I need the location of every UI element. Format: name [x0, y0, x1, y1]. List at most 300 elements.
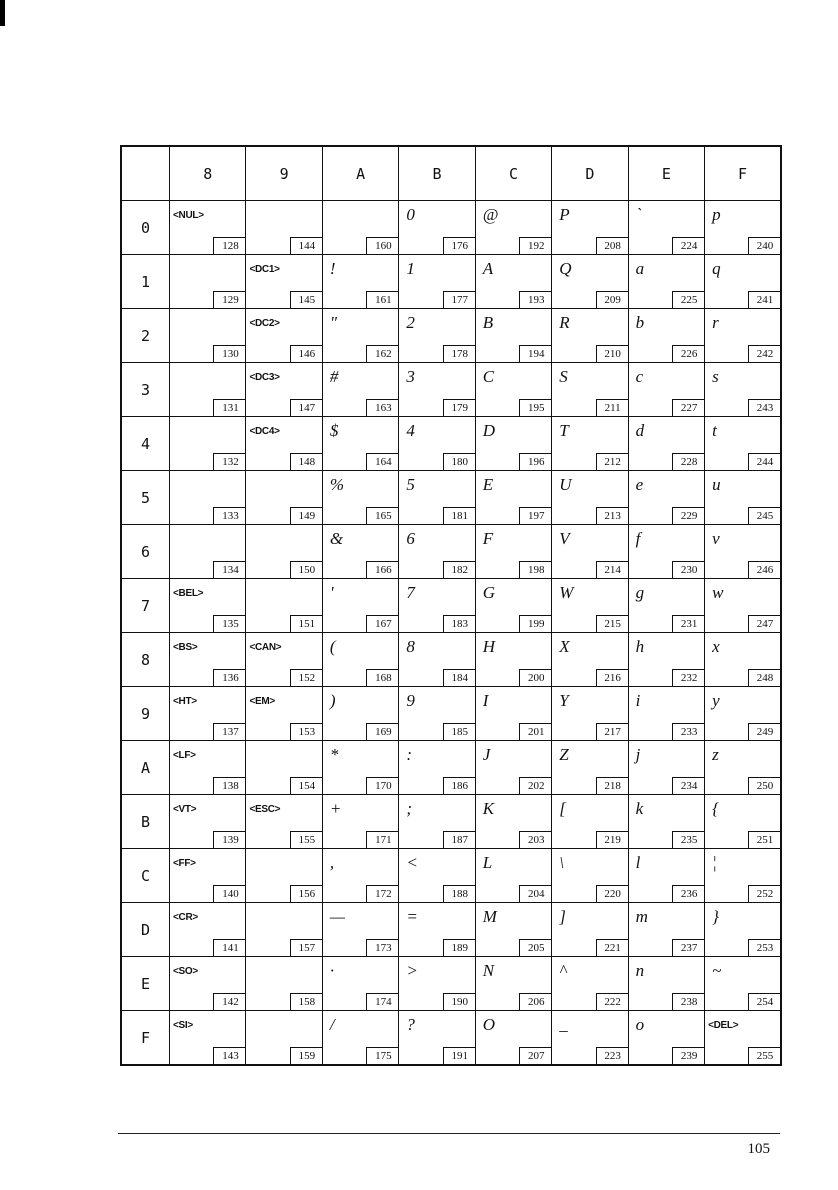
table-row [121, 1011, 781, 1066]
character-glyph: <BS> [173, 642, 198, 653]
decimal-code-box: 247 [748, 615, 781, 633]
character-cell [552, 525, 628, 579]
character-glyph: p [712, 205, 721, 224]
decimal-code-box: 237 [672, 939, 705, 957]
character-glyph: O [482, 1015, 496, 1034]
footer-rule [118, 1133, 780, 1134]
decimal-code-box: 243 [748, 399, 781, 417]
character-cell [705, 957, 781, 1011]
row-header: 2 [121, 309, 170, 363]
decimal-code-box: 166 [366, 561, 399, 579]
character-cell [475, 579, 551, 633]
character-glyph: Z [559, 745, 569, 764]
decimal-code-box: 221 [596, 939, 629, 957]
character-glyph: <BEL> [173, 588, 204, 599]
decimal-code-box: 230 [672, 561, 705, 579]
decimal-code-box: 180 [443, 453, 476, 471]
character-cell [705, 471, 781, 525]
character-cell [170, 687, 246, 741]
table-row [121, 849, 781, 903]
decimal-code-box: 177 [443, 291, 476, 309]
character-cell [322, 417, 398, 471]
character-cell [399, 957, 475, 1011]
decimal-code-box: 179 [443, 399, 476, 417]
decimal-code-box: 246 [748, 561, 781, 579]
character-glyph: 5 [406, 475, 415, 494]
character-cell [170, 309, 246, 363]
column-header: E [628, 146, 704, 201]
character-cell [246, 633, 322, 687]
character-glyph: <DC4> [249, 426, 280, 437]
decimal-code-box: 215 [596, 615, 629, 633]
character-glyph: <EM> [249, 696, 275, 707]
character-glyph: ' [329, 583, 334, 602]
character-glyph: X [559, 637, 570, 656]
decimal-code-box: 149 [290, 507, 323, 525]
character-glyph: <HT> [173, 696, 197, 707]
character-cell [170, 363, 246, 417]
character-cell [552, 849, 628, 903]
character-cell [705, 363, 781, 417]
decimal-code-box: 140 [213, 885, 246, 903]
character-glyph: q [712, 259, 721, 278]
decimal-code-box: 176 [443, 237, 476, 255]
row-header: E [121, 957, 170, 1011]
character-glyph: [ [559, 799, 566, 818]
character-cell [705, 255, 781, 309]
decimal-code-box: 250 [748, 777, 781, 795]
character-cell [475, 309, 551, 363]
character-glyph: <CAN> [249, 642, 282, 653]
character-cell [628, 201, 704, 255]
decimal-code-box: 198 [519, 561, 552, 579]
character-cell [170, 795, 246, 849]
character-cell [399, 849, 475, 903]
character-glyph: e [635, 475, 644, 494]
character-glyph: { [712, 799, 719, 818]
character-cell [475, 741, 551, 795]
character-cell [552, 201, 628, 255]
character-glyph: } [712, 907, 719, 926]
character-cell [322, 1011, 398, 1066]
character-cell [628, 309, 704, 363]
character-cell [322, 795, 398, 849]
decimal-code-box: 204 [519, 885, 552, 903]
character-glyph: ! [329, 259, 336, 278]
decimal-code-box: 143 [213, 1047, 246, 1065]
character-cell [475, 471, 551, 525]
column-header: A [322, 146, 398, 201]
decimal-code-box: 187 [443, 831, 476, 849]
character-cell [170, 417, 246, 471]
decimal-code-box: 174 [366, 993, 399, 1011]
decimal-code-box: 175 [366, 1047, 399, 1065]
decimal-code-box: 205 [519, 939, 552, 957]
decimal-code-box: 232 [672, 669, 705, 687]
decimal-code-box: 220 [596, 885, 629, 903]
character-glyph: <VT> [173, 804, 197, 815]
decimal-code-box: 226 [672, 345, 705, 363]
character-cell [552, 687, 628, 741]
character-glyph: 7 [406, 583, 415, 602]
decimal-code-box: 141 [213, 939, 246, 957]
decimal-code-box: 167 [366, 615, 399, 633]
character-cell [552, 255, 628, 309]
character-cell [628, 255, 704, 309]
decimal-code-box: 231 [672, 615, 705, 633]
row-header: 0 [121, 201, 170, 255]
row-header: 9 [121, 687, 170, 741]
decimal-code-box: 142 [213, 993, 246, 1011]
character-glyph: j [635, 745, 641, 764]
character-glyph: > [406, 961, 418, 980]
character-cell [399, 795, 475, 849]
character-cell [475, 201, 551, 255]
character-glyph: <DC1> [249, 264, 280, 275]
character-cell [628, 903, 704, 957]
character-cell [170, 255, 246, 309]
decimal-code-box: 173 [366, 939, 399, 957]
character-glyph: R [559, 313, 570, 332]
character-glyph: D [482, 421, 496, 440]
character-glyph: " [329, 313, 338, 332]
character-cell [322, 741, 398, 795]
character-cell [475, 255, 551, 309]
character-glyph: N [482, 961, 495, 980]
character-glyph: \ [559, 853, 564, 872]
character-cell [322, 687, 398, 741]
character-cell [552, 309, 628, 363]
decimal-code-box: 252 [748, 885, 781, 903]
character-glyph: ~ [712, 961, 722, 980]
character-glyph: V [559, 529, 570, 548]
character-glyph: J [482, 745, 491, 764]
character-glyph: E [482, 475, 494, 494]
character-cell [552, 579, 628, 633]
decimal-code-box: 172 [366, 885, 399, 903]
character-cell [246, 255, 322, 309]
character-glyph: t [712, 421, 717, 440]
character-cell [246, 687, 322, 741]
table-row [121, 687, 781, 741]
decimal-code-box: 164 [366, 453, 399, 471]
character-glyph: P [559, 205, 570, 224]
character-cell [170, 525, 246, 579]
character-glyph: 1 [406, 259, 415, 278]
character-cell [399, 687, 475, 741]
character-cell [628, 687, 704, 741]
character-glyph: n [635, 961, 645, 980]
character-glyph: k [635, 799, 644, 818]
table-row [121, 633, 781, 687]
character-glyph: # [329, 367, 339, 386]
decimal-code-box: 234 [672, 777, 705, 795]
decimal-code-box: 151 [290, 615, 323, 633]
character-cell [399, 309, 475, 363]
character-glyph: a [635, 259, 645, 278]
decimal-code-box: 193 [519, 291, 552, 309]
character-glyph: T [559, 421, 569, 440]
row-header: 4 [121, 417, 170, 471]
character-cell [322, 957, 398, 1011]
decimal-code-box: 129 [213, 291, 246, 309]
character-glyph: z [712, 745, 719, 764]
character-glyph: Q [559, 259, 572, 278]
character-cell [552, 1011, 628, 1066]
character-glyph: l [635, 853, 641, 872]
table-row [121, 309, 781, 363]
decimal-code-box: 194 [519, 345, 552, 363]
decimal-code-box: 145 [290, 291, 323, 309]
character-glyph: <LF> [173, 750, 196, 761]
character-glyph: h [635, 637, 645, 656]
character-glyph: g [635, 583, 645, 602]
character-glyph: U [559, 475, 572, 494]
decimal-code-box: 211 [596, 399, 629, 417]
decimal-code-box: 133 [213, 507, 246, 525]
character-cell [399, 741, 475, 795]
character-cell [552, 795, 628, 849]
decimal-code-box: 165 [366, 507, 399, 525]
decimal-code-box: 181 [443, 507, 476, 525]
character-glyph: = [406, 907, 418, 926]
decimal-code-box: 223 [596, 1047, 629, 1065]
character-cell [399, 633, 475, 687]
decimal-code-box: 159 [290, 1047, 323, 1065]
decimal-code-box: 150 [290, 561, 323, 579]
character-glyph: <SI> [173, 1020, 193, 1031]
table-row [121, 417, 781, 471]
character-glyph: ` [635, 205, 642, 224]
row-header: 8 [121, 633, 170, 687]
character-glyph: 4 [406, 421, 415, 440]
decimal-code-box: 217 [596, 723, 629, 741]
decimal-code-box: 196 [519, 453, 552, 471]
decimal-code-box: 197 [519, 507, 552, 525]
character-cell [322, 633, 398, 687]
character-glyph: 0 [406, 205, 415, 224]
decimal-code-box: 192 [519, 237, 552, 255]
decimal-code-box: 190 [443, 993, 476, 1011]
character-glyph: L [482, 853, 493, 872]
character-cell [552, 741, 628, 795]
decimal-code-box: 236 [672, 885, 705, 903]
character-cell [399, 255, 475, 309]
character-cell [322, 363, 398, 417]
decimal-code-box: 178 [443, 345, 476, 363]
decimal-code-box: 228 [672, 453, 705, 471]
decimal-code-box: 214 [596, 561, 629, 579]
column-header: F [705, 146, 781, 201]
decimal-code-box: 239 [672, 1047, 705, 1065]
decimal-code-box: 162 [366, 345, 399, 363]
decimal-code-box: 195 [519, 399, 552, 417]
decimal-code-box: 238 [672, 993, 705, 1011]
character-cell [628, 741, 704, 795]
character-glyph: S [559, 367, 568, 386]
character-glyph: 9 [406, 691, 415, 710]
character-cell [705, 633, 781, 687]
character-glyph: ^ [559, 961, 567, 980]
character-cell [322, 309, 398, 363]
character-glyph: 6 [406, 529, 415, 548]
decimal-code-box: 208 [596, 237, 629, 255]
corner-cell [121, 146, 170, 201]
character-cell [170, 471, 246, 525]
character-glyph: · [329, 961, 335, 980]
character-glyph: < [406, 853, 418, 872]
character-cell [246, 741, 322, 795]
character-glyph: M [482, 907, 497, 926]
decimal-code-box: 184 [443, 669, 476, 687]
decimal-code-box: 148 [290, 453, 323, 471]
character-cell [475, 633, 551, 687]
character-cell [475, 903, 551, 957]
decimal-code-box: 210 [596, 345, 629, 363]
character-cell [475, 687, 551, 741]
character-cell [628, 957, 704, 1011]
decimal-code-box: 155 [290, 831, 323, 849]
character-cell [322, 201, 398, 255]
decimal-code-box: 138 [213, 777, 246, 795]
character-cell [705, 741, 781, 795]
decimal-code-box: 146 [290, 345, 323, 363]
column-header-row [121, 146, 781, 201]
character-glyph: H [482, 637, 496, 656]
character-glyph: C [482, 367, 495, 386]
character-cell [170, 849, 246, 903]
character-cell [628, 849, 704, 903]
decimal-code-box: 218 [596, 777, 629, 795]
row-header: 1 [121, 255, 170, 309]
row-header: 7 [121, 579, 170, 633]
table-row [121, 795, 781, 849]
character-glyph: u [712, 475, 721, 494]
character-cell [705, 579, 781, 633]
decimal-code-box: 225 [672, 291, 705, 309]
character-glyph: <FF> [173, 858, 196, 869]
character-glyph: & [329, 529, 344, 548]
character-cell [705, 687, 781, 741]
table-row [121, 363, 781, 417]
character-glyph: ] [559, 907, 566, 926]
decimal-code-box: 222 [596, 993, 629, 1011]
decimal-code-box: 242 [748, 345, 781, 363]
character-cell [705, 417, 781, 471]
character-glyph: 2 [406, 313, 415, 332]
character-glyph: W [559, 583, 574, 602]
character-glyph: ( [329, 637, 336, 656]
character-glyph: $ [329, 421, 339, 440]
character-cell [399, 363, 475, 417]
character-cell [705, 1011, 781, 1066]
row-header: 6 [121, 525, 170, 579]
character-glyph: % [329, 475, 345, 494]
row-header: D [121, 903, 170, 957]
decimal-code-box: 134 [213, 561, 246, 579]
character-cell [628, 633, 704, 687]
character-cell [705, 525, 781, 579]
decimal-code-box: 200 [519, 669, 552, 687]
character-glyph: c [635, 367, 644, 386]
decimal-code-box: 199 [519, 615, 552, 633]
character-cell [246, 579, 322, 633]
character-cell [628, 471, 704, 525]
decimal-code-box: 169 [366, 723, 399, 741]
decimal-code-box: 147 [290, 399, 323, 417]
character-glyph: B [482, 313, 494, 332]
character-glyph: s [712, 367, 719, 386]
character-glyph: ? [406, 1015, 415, 1034]
decimal-code-box: 154 [290, 777, 323, 795]
character-cell [322, 255, 398, 309]
character-cell [170, 633, 246, 687]
decimal-code-box: 170 [366, 777, 399, 795]
decimal-code-box: 130 [213, 345, 246, 363]
decimal-code-box: 253 [748, 939, 781, 957]
decimal-code-box: 188 [443, 885, 476, 903]
column-header: C [475, 146, 551, 201]
decimal-code-box: 183 [443, 615, 476, 633]
row-header: C [121, 849, 170, 903]
decimal-code-box: 244 [748, 453, 781, 471]
character-cell [628, 417, 704, 471]
character-cell [246, 525, 322, 579]
character-cell [322, 525, 398, 579]
decimal-code-box: 249 [748, 723, 781, 741]
row-header: A [121, 741, 170, 795]
decimal-code-box: 216 [596, 669, 629, 687]
character-cell [170, 957, 246, 1011]
decimal-code-box: 209 [596, 291, 629, 309]
decimal-code-box: 207 [519, 1047, 552, 1065]
character-glyph: * [329, 745, 339, 764]
decimal-code-box: 144 [290, 237, 323, 255]
table-row [121, 741, 781, 795]
character-cell [399, 1011, 475, 1066]
character-cell [399, 471, 475, 525]
decimal-code-box: 171 [366, 831, 399, 849]
character-glyph: b [635, 313, 645, 332]
character-cell [399, 417, 475, 471]
character-glyph: y [712, 691, 720, 710]
character-cell [628, 525, 704, 579]
character-glyph: <SO> [173, 966, 198, 977]
character-glyph: G [482, 583, 496, 602]
page-number: 105 [747, 1141, 770, 1157]
character-cell [628, 1011, 704, 1066]
character-glyph: 3 [406, 367, 415, 386]
character-cell [552, 363, 628, 417]
decimal-code-box: 128 [213, 237, 246, 255]
character-cell [246, 417, 322, 471]
character-cell [170, 579, 246, 633]
character-cell [399, 201, 475, 255]
character-glyph: : [406, 745, 412, 764]
character-cell [475, 795, 551, 849]
character-glyph: o [635, 1015, 645, 1034]
character-glyph: F [482, 529, 494, 548]
character-glyph: r [712, 313, 719, 332]
decimal-code-box: 185 [443, 723, 476, 741]
decimal-code-box: 248 [748, 669, 781, 687]
decimal-code-box: 168 [366, 669, 399, 687]
character-code-table [120, 145, 782, 1066]
character-glyph: w [712, 583, 724, 602]
character-cell [705, 201, 781, 255]
character-glyph: / [329, 1015, 335, 1034]
character-glyph: d [635, 421, 645, 440]
